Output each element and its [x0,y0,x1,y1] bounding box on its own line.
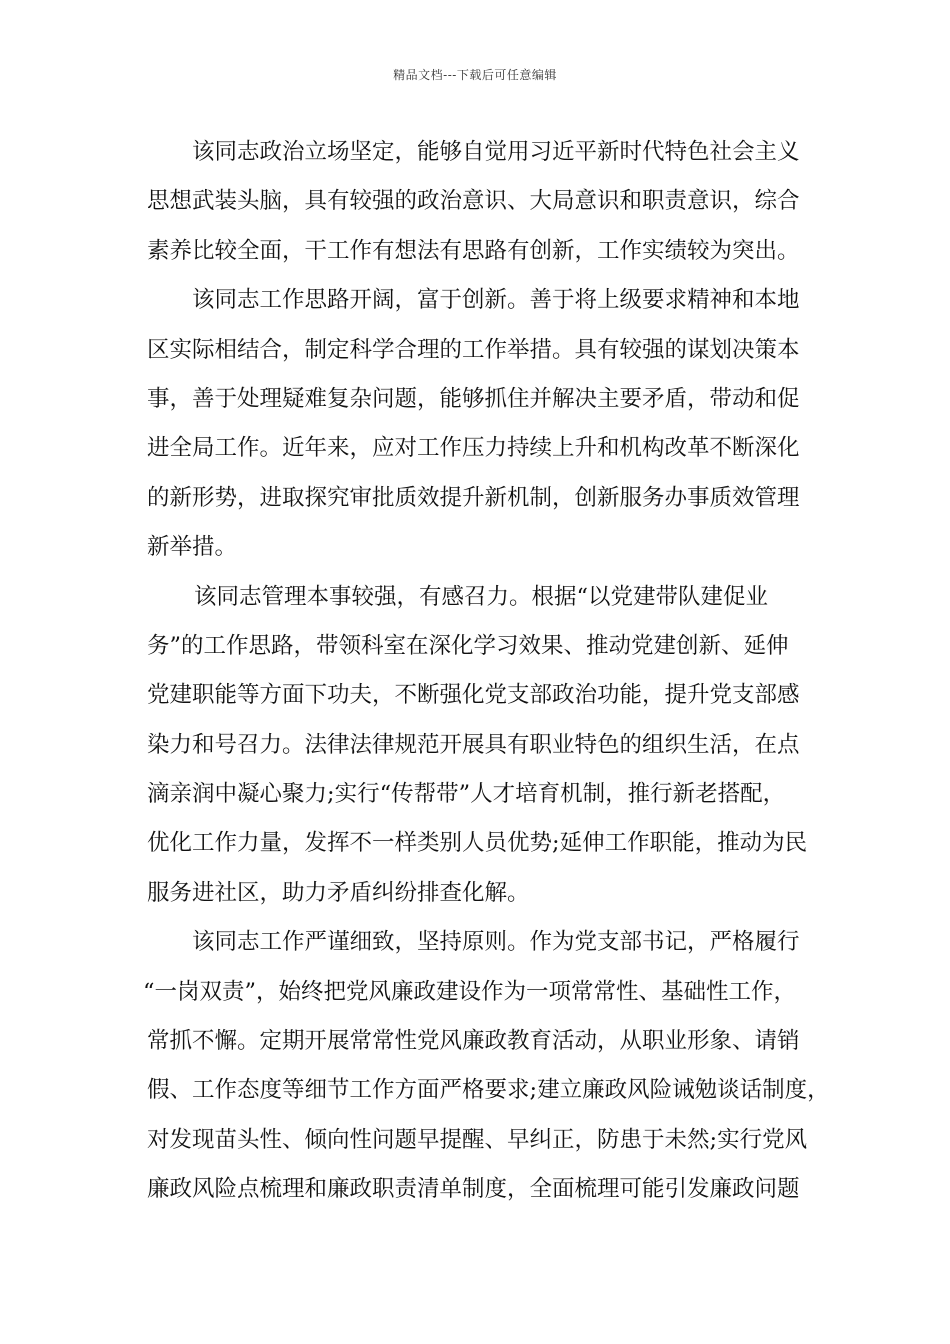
paragraph-line: 常抓不懈。定期开展常常性党风廉政教育活动，从职业形象、请销 [147,1028,800,1055]
document-body [143,128,830,1215]
paragraph-line: 区实际相结合，制定科学合理的工作举措。具有较强的谋划决策本 [147,336,800,363]
paragraph-line: 服务进社区，助力矛盾纠纷排查化解。 [147,879,530,906]
paragraph-line: 廉政风险点梳理和廉政职责清单制度，全面梳理可能引发廉政问题 [147,1176,800,1203]
paragraph-line: 的新形势，进取探究审批质效提升新机制，创新服务办事质效管理 [147,484,800,511]
paragraph-line: 对发现苗头性、倾向性问题早提醒、早纠正，防患于未然;实行党风 [147,1126,808,1153]
paragraph-line: 党建职能等方面下功夫，不断强化党支部政治功能，提升党支部感 [147,682,800,709]
paragraph-line: 该同志工作思路开阔，富于创新。善于将上级要求精神和本地 [192,287,800,314]
paragraph-line: 该同志管理本事较强，有感召力。根据“以党建带队建促业 [194,583,769,610]
paragraph-4 [143,918,830,1214]
paragraph-1 [147,128,807,276]
paragraph-line: 该同志政治立场坚定，能够自觉用习近平新时代特色社会主义 [192,139,800,165]
paragraph-line: 假、工作态度等细节工作方面严格要求;建立廉政风险诫勉谈话制度， [147,1077,830,1104]
paragraph-line: “一岗双责”，始终把党风廉政建设作为一项常常性、基础性工作， [143,978,797,1005]
paragraph-3 [147,573,807,919]
paragraph-line: 优化工作力量，发挥不一样类别人员优势;延伸工作职能，推动为民 [147,830,808,857]
paragraph-line: 事，善于处理疑难复杂问题，能够抓住并解决主要矛盾，带动和促 [147,385,800,412]
paragraph-line: 染力和号召力。法律法律规范开展具有职业特色的组织生活，在点 [147,731,800,758]
paragraph-line: 素养比较全面，干工作有想法有思路有创新，工作实绩较为突出。 [147,237,800,264]
paragraph-line: 务”的工作思路，带领科室在深化学习效果、推动党建创新、延伸 [147,632,789,659]
paragraph-line: 思想武装头脑，具有较强的政治意识、大局意识和职责意识，综合 [147,188,800,215]
paragraph-2 [147,276,807,572]
paragraph-line: 滴亲润中凝心聚力;实行“传帮带”人才培育机制，推行新老搭配， [147,781,786,808]
paragraph-line: 该同志工作严谨细致，坚持原则。作为党支部书记，严格履行 [192,929,800,956]
page-header: 精品文档---下载后可任意编辑 [393,68,557,82]
paragraph-line: 进全局工作。近年来，应对工作压力持续上升和机构改革不断深化 [147,435,800,462]
paragraph-line: 新举措。 [147,534,238,561]
